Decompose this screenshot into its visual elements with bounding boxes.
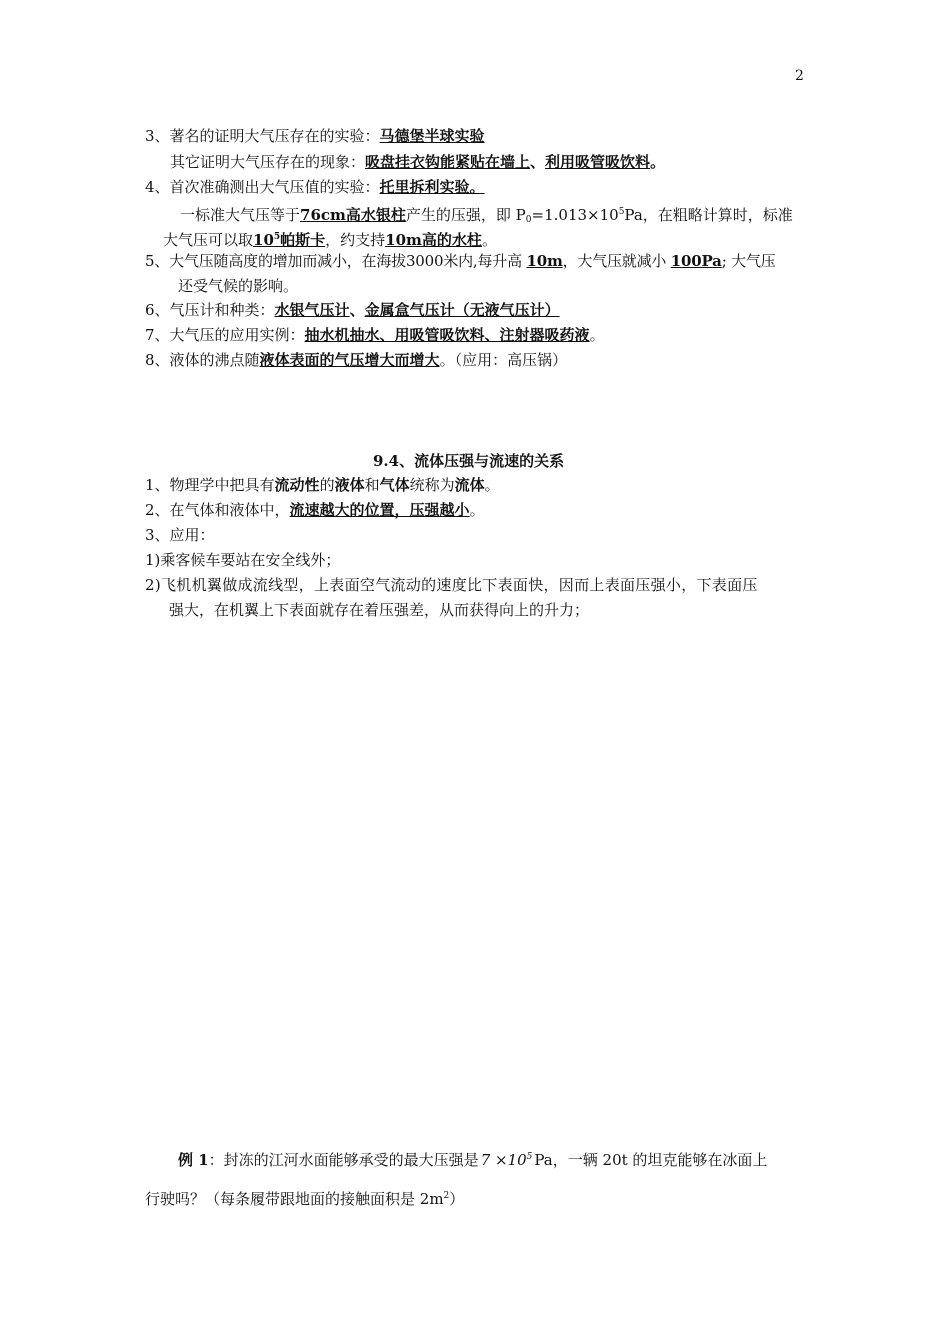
- fluid-item2-end: 。: [469, 501, 485, 519]
- example-text2: Pa，一辆 20t 的坦克能够在冰面上: [534, 1151, 768, 1169]
- other-end: 。: [650, 153, 666, 171]
- other-sep: 、: [530, 153, 546, 171]
- item4-prefix: 4、首次准确测出大气压值的实验：: [145, 178, 380, 196]
- item7-end: 。: [589, 326, 605, 344]
- item3-line: [145, 125, 485, 147]
- water-column: 10m高的水柱: [385, 231, 482, 249]
- example-label: 例 1: [178, 1151, 209, 1169]
- item6-answer1: 水银气压计: [274, 301, 350, 319]
- item6-prefix: 6、气压计和种类：: [145, 301, 275, 319]
- standard-mid: 产生的压强，即 P: [405, 206, 526, 224]
- standard-line2-mid: ，约支持: [325, 231, 386, 249]
- item8-line: [145, 349, 567, 371]
- item6-line: [145, 299, 560, 321]
- example-text1: ：封冻的江河水面能够承受的最大压强是: [208, 1151, 479, 1169]
- application-2-line2: 强大，在机翼上下表面就存在着压强差，从而获得向上的升力；: [169, 601, 590, 619]
- example-formula: $7 \times 10^5$: [480, 1151, 533, 1169]
- item5-pressure: 100Pa: [670, 252, 722, 270]
- example-line2: 行驶吗？（每条履带跟地面的接触面积是 $2m^2$）: [145, 1190, 465, 1208]
- item5-tail: ; 大气压: [721, 252, 776, 270]
- item4-line: [145, 176, 485, 198]
- application-1: 1)乘客候车要站在安全线外；: [145, 551, 341, 569]
- section-title: 9.4、流体压强与流速的关系: [373, 452, 565, 470]
- approx-value: $10^5$帕斯卡: [253, 231, 326, 249]
- item7-line: [145, 324, 605, 346]
- item8-prefix: 8、液体的沸点随: [145, 351, 260, 369]
- fluid-item2-answer: 流速越大的位置，压强越小: [289, 501, 470, 519]
- standard-exponent: 5: [618, 207, 625, 217]
- p0-subscript: 0: [525, 215, 532, 225]
- item8-end: 。（应用：高压锅）: [439, 351, 568, 369]
- item3-answer: 马德堡半球实验: [379, 127, 485, 145]
- fluid-item1: 1、物理学中把具有流动性的液体和气体统称为流体。: [145, 476, 500, 494]
- item5-height: 10m: [526, 252, 563, 270]
- fluid-item2-prefix: 2、在气体和液体中，: [145, 501, 290, 519]
- item5-line1: [145, 250, 776, 272]
- other-phenomena-line: [170, 151, 665, 173]
- page-number: 2: [795, 68, 804, 84]
- other-answer1: 吸盘挂衣钩能紧贴在墙上: [365, 153, 531, 171]
- item6-answer2: 金属盒气压计（无液气压计）: [364, 301, 560, 319]
- standard-answer: 76cm高水银柱: [300, 206, 406, 224]
- standard-prefix: 一标准大气压等于: [180, 206, 301, 224]
- standard-line2-prefix: 大气压可以取: [163, 231, 254, 249]
- fluid-item3: 3、应用：: [145, 526, 215, 544]
- other-prefix: 其它证明大气压存在的现象：: [170, 153, 366, 171]
- standard-value: =1.013×10: [531, 206, 619, 224]
- standard-line2-end: 。: [481, 231, 497, 249]
- item5-line2: 还受气候的影响。: [178, 277, 299, 295]
- application-2-line1: 2)飞机机翼做成流线型，上表面空气流动的速度比下表面快，因而上表面压强小，下表面压: [145, 576, 758, 594]
- item7-prefix: 7、大气压的应用实例：: [145, 326, 305, 344]
- item3-prefix: 3、著名的证明大气压存在的实验：: [145, 127, 380, 145]
- standard-atm-line2: [163, 226, 497, 251]
- item7-answer: 抽水机抽水、用吸管吸饮料、注射器吸药液: [304, 326, 590, 344]
- item8-answer: 液体表面的气压增大而增大: [259, 351, 440, 369]
- item5-prefix: 5、大气压随高度的增加而减小，在海拔3000米内,每升高: [145, 252, 527, 270]
- item5-mid: ，大气压就减小: [562, 252, 671, 270]
- other-answer2: 利用吸管吸饮料: [545, 153, 651, 171]
- example-line1: [178, 1146, 767, 1171]
- standard-tail: Pa，在粗略计算时，标准: [624, 206, 793, 224]
- item6-sep: 、: [349, 301, 365, 319]
- fluid-item2: [145, 499, 485, 521]
- item4-answer: 托里拆利实验。: [379, 178, 485, 196]
